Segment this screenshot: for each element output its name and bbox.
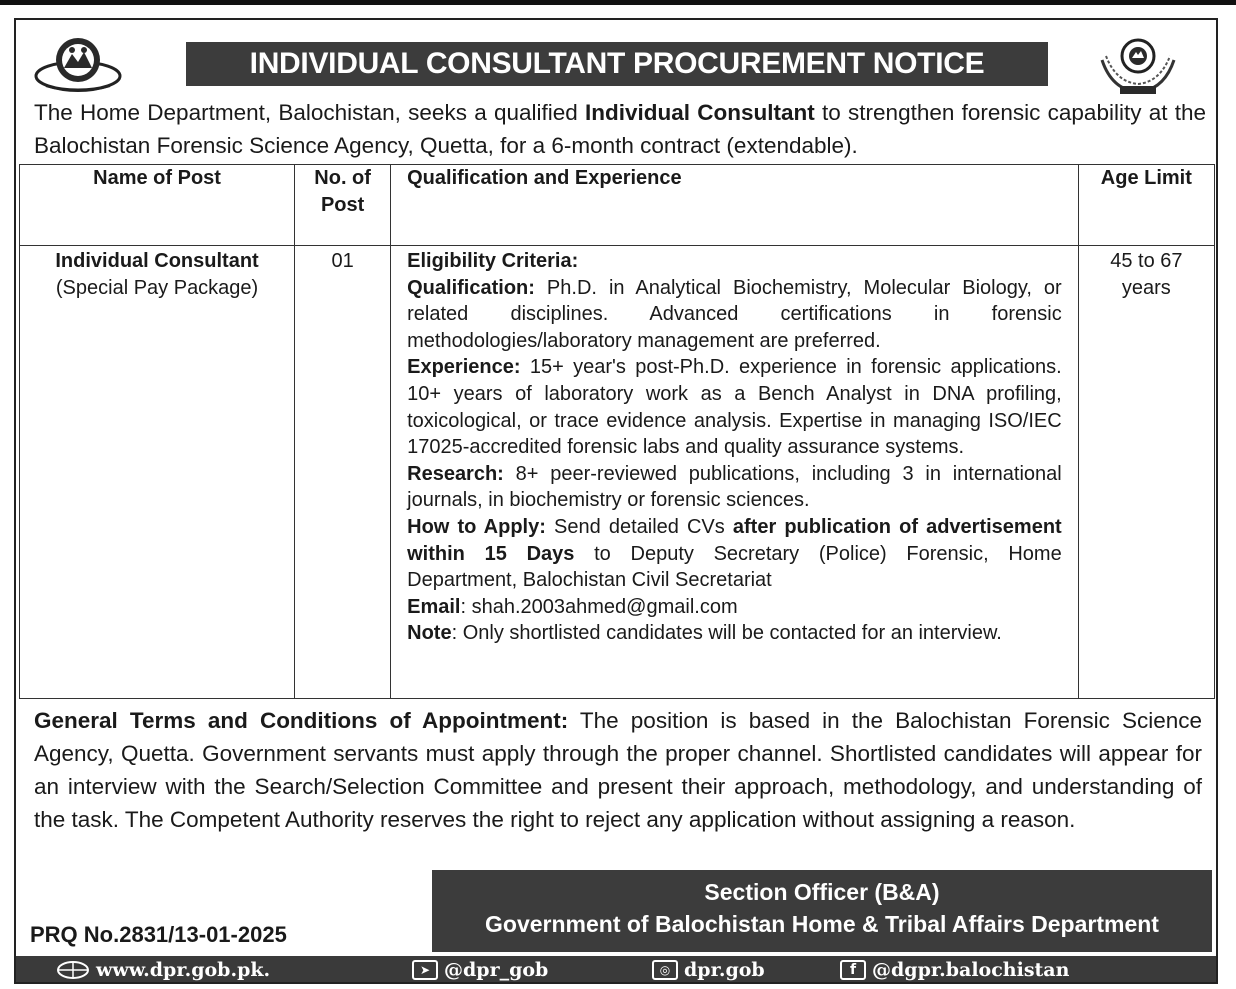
intro-text-1: The Home Department, Balochistan, seeks a qualified (34, 100, 586, 125)
signature-title: Section Officer (B&A) (704, 879, 940, 905)
balochistan-emblem-left (32, 34, 124, 100)
twitter-icon: ➤ (412, 960, 438, 980)
website-text: www.dpr.gob.pk. (96, 959, 271, 981)
top-rule (0, 0, 1236, 5)
globe-icon (56, 960, 90, 980)
table-header-row (20, 165, 1215, 246)
footer-bar (16, 956, 1218, 984)
email-para: Email: shah.2003ahmed@gmail.com (407, 595, 738, 618)
table-row (20, 246, 1215, 699)
terms-label: General Terms and Conditions of Appointment: (34, 708, 569, 733)
age-limit: 45 to 67 years (1078, 246, 1214, 699)
intro-bold: Individual Consultant (585, 100, 815, 125)
post-count: 01 (295, 246, 391, 699)
prq-number: PRQ No.2831/13-01-2025 (30, 922, 287, 947)
facebook-text: @dgpr.balochistan (872, 959, 1070, 981)
header-age-limit: Age Limit (1078, 165, 1214, 246)
header-qualification: Qualification and Experience (391, 165, 1079, 246)
balochistan-emblem-right (1092, 30, 1184, 96)
footer-facebook[interactable] (840, 956, 1069, 984)
eligibility-heading: Eligibility Criteria: (407, 250, 579, 272)
instagram-icon: ◎ (652, 960, 678, 980)
email-address[interactable]: : shah.2003ahmed@gmail.com (460, 595, 738, 618)
footer-twitter[interactable] (412, 956, 548, 984)
qualification-para: Qualification: Ph.D. in Analytical Biochemistry, Molecular Biology, or related disciplines. Advanced certifications in forensic methodologies/laboratory management are preferred. (407, 276, 1062, 352)
facebook-icon: f (840, 960, 866, 980)
notice-frame (14, 18, 1218, 984)
post-subtitle: (Special Pay Package) (55, 276, 259, 299)
post-title: Individual Consultant (55, 250, 259, 272)
header-no-of-post: No. of Post (295, 165, 391, 246)
footer-instagram[interactable] (652, 956, 765, 984)
twitter-text: @dpr_gob (444, 959, 549, 981)
notice-title: INDIVIDUAL CONSULTANT PROCUREMENT NOTICE (186, 42, 1048, 86)
terms-paragraph (34, 704, 1202, 836)
terms-text: The position is based in the Balochistan Forensic Science Agency, Quetta. Government servants must apply through the proper channel. Shortlisted candidates will appear for an interview with the Search/Selection Committee and present their approach, methodology, and understanding of the task. The Competent Authority reserves the right to reject any application without assigning a reason. (34, 708, 1202, 832)
header-name-of-post: Name of Post (20, 165, 295, 246)
intro-text-2: to strengthen forensic capability at the Balochistan Forensic Science Agency, Quetta, for a 6-month contract (extendable). (34, 100, 1206, 158)
note-para: Note: Only shortlisted candidates will be contacted for an interview. (407, 622, 1002, 645)
experience-para: Experience: 15+ year's post-Ph.D. experience in forensic applications. 10+ years of laboratory work as a Bench Analyst in DNA profiling, toxicological, or trace evidence analysis. Expertise in managing ISO/IEC 17025-accredited forensic labs and quality assurance systems. (407, 356, 1062, 459)
post-cell (20, 246, 295, 699)
qualification-cell (391, 246, 1079, 699)
instagram-text: dpr.gob (684, 959, 765, 981)
signature-department: Government of Balochistan Home & Tribal Affairs Department (485, 911, 1159, 937)
research-para: Research: 8+ peer-reviewed publications, including 3 in international journals, in biochemistry or forensic sciences. (407, 462, 1062, 512)
apply-para: How to Apply: Send detailed CVs after publication of advertisement within 15 Days to Deputy Secretary (Police) Forensic, Home Department, Balochistan Civil Secretariat (407, 515, 1062, 592)
posts-table (19, 164, 1215, 699)
signature-block (432, 870, 1212, 952)
footer-website[interactable] (56, 956, 270, 984)
intro-paragraph (34, 96, 1206, 162)
